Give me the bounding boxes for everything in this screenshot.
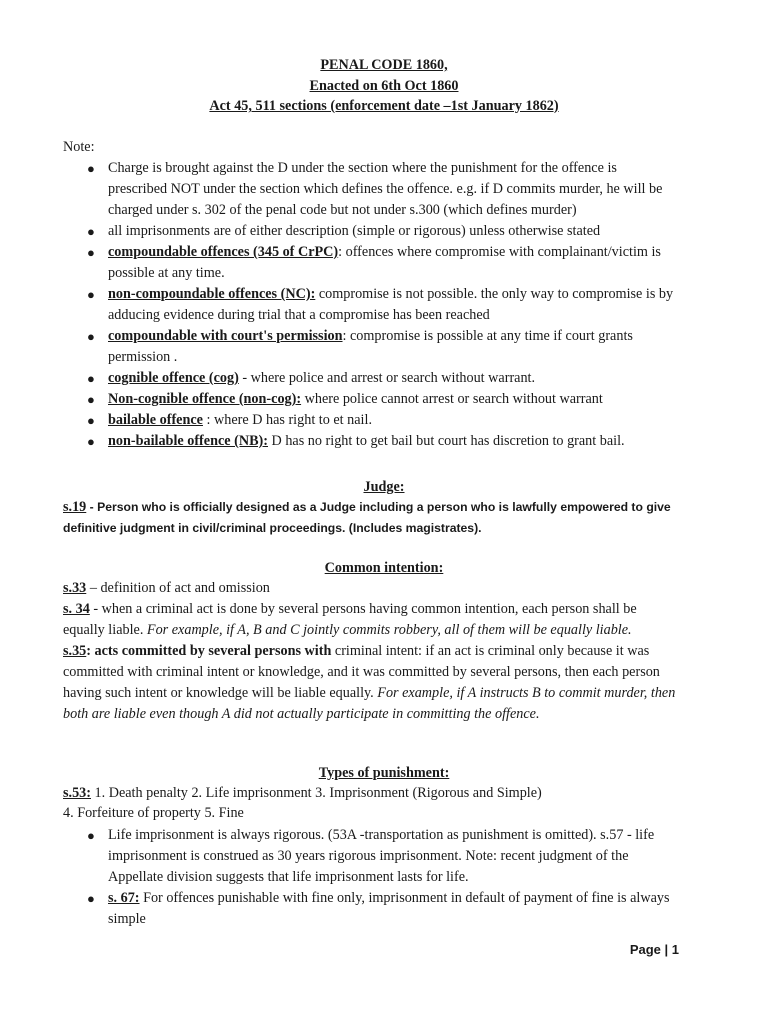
section-ref: s. 34 xyxy=(63,601,90,617)
list-item: ● compoundable offences (345 of CrPC): offences where compromise with complainant/victim is possible at any time. xyxy=(87,244,661,281)
list-item: ● Life imprisonment is always rigorous. (53A -transportation as punishment is omitted). s.57 - life imprisonment is construed as 30 years rigorous imprisonment. Note: recent judgment of the Appellate division suggests that life imprisonment lasts for life. xyxy=(87,827,655,885)
list-item: ● non-bailable offence (NB): D has no right to get bail but court has discretion to grant bail. xyxy=(0,431,678,452)
list-item: ● Non-cognible offence (non-cog): where police cannot arrest or search without warrant xyxy=(0,389,678,410)
s35-paragraph: s.35: acts committed by several persons with criminal intent: if an act is criminal only because it was committed with criminal intent or knowledge, and it was committed by several persons, then each person having such intent or knowledge will be liable equally. For example, if A instructs B to commit murder, then both are liable even though A did not actually participate in committing the offence. xyxy=(63,643,676,722)
bullet-icon: ● xyxy=(87,329,95,344)
bullet-icon: ● xyxy=(87,434,95,449)
bullet-icon: ● xyxy=(87,161,95,176)
list-item: ● all imprisonments are of either description (simple or rigorous) unless otherwise stated xyxy=(0,221,678,242)
example-text: For example, if A instructs B to commit murder, then both are liable even though A did not actually participate in committing the offence. xyxy=(63,685,676,722)
document-title xyxy=(0,55,768,117)
note-list xyxy=(0,158,678,452)
bullet-icon: ● xyxy=(87,371,95,386)
title-line-2: Enacted on 6th Oct 1860 xyxy=(309,77,459,94)
example-text: For example, if A, B and C jointly commits robbery, all of them will be equally liable. xyxy=(146,622,632,638)
title-line-1: PENAL CODE 1860, xyxy=(320,57,448,73)
s33-paragraph: s.33 – definition of act and omission xyxy=(63,580,270,596)
note-label: Note: xyxy=(63,139,95,155)
bullet-icon: ● xyxy=(87,245,95,260)
bullet-icon: ● xyxy=(87,891,95,906)
s53-paragraph-line2: 4. Forfeiture of property 5. Fine xyxy=(63,805,244,821)
title-line-3: Act 45, 511 sections (enforcement date –1st January 1862) xyxy=(209,98,559,114)
judge-heading: Judge: xyxy=(363,479,405,495)
common-intention-heading: Common intention: xyxy=(324,560,444,576)
page-number: Page | 1 xyxy=(629,942,679,957)
section-ref: s.35 xyxy=(63,643,87,659)
section-ref: s.19 xyxy=(63,499,87,515)
judge-paragraph: s.19 - Person who is officially designed as a Judge including a person who is lawfully empowered to give definitive judgment in civil/criminal proceedings. (Includes magistrates). xyxy=(63,499,671,535)
bullet-icon: ● xyxy=(87,287,95,302)
bullet-icon: ● xyxy=(87,392,95,407)
list-item: ● cognible offence (cog) - where police and arrest or search without warrant. xyxy=(0,368,678,389)
punishment-heading: Types of punishment: xyxy=(318,765,450,781)
list-item: ● s. 67: For offences punishable with fine only, imprisonment in default of payment of fine is always simple xyxy=(87,890,670,927)
list-item: ● compoundable with court's permission: compromise is possible at any time if court grants permission . xyxy=(87,328,633,365)
list-item: ● Charge is brought against the D under the section where the punishment for the offence is prescribed NOT under the section which defines the offence. e.g. if D commits murder, he will be charged under s. 302 of the penal code but not under s.300 (which defines murder) xyxy=(87,160,663,218)
s34-paragraph: s. 34 - when a criminal act is done by several persons having common intention, each person shall be equally liable. For example, if A, B and C jointly commits robbery, all of them will be equally liable. xyxy=(63,601,637,638)
bullet-icon: ● xyxy=(87,413,95,428)
bullet-icon: ● xyxy=(87,224,95,239)
bullet-icon: ● xyxy=(87,828,95,843)
section-ref: s.53: xyxy=(63,785,91,801)
list-item: ● bailable offence : where D has right to et nail. xyxy=(0,410,678,431)
punishment-list xyxy=(0,825,678,930)
section-ref: s.33 xyxy=(63,580,87,596)
s53-paragraph: s.53: 1. Death penalty 2. Life imprisonment 3. Imprisonment (Rigorous and Simple) xyxy=(63,785,542,801)
list-item: ● non-compoundable offences (NC): compromise is not possible. the only way to compromise is by adducing evidence during trial that a compromise has been reached xyxy=(87,286,674,323)
